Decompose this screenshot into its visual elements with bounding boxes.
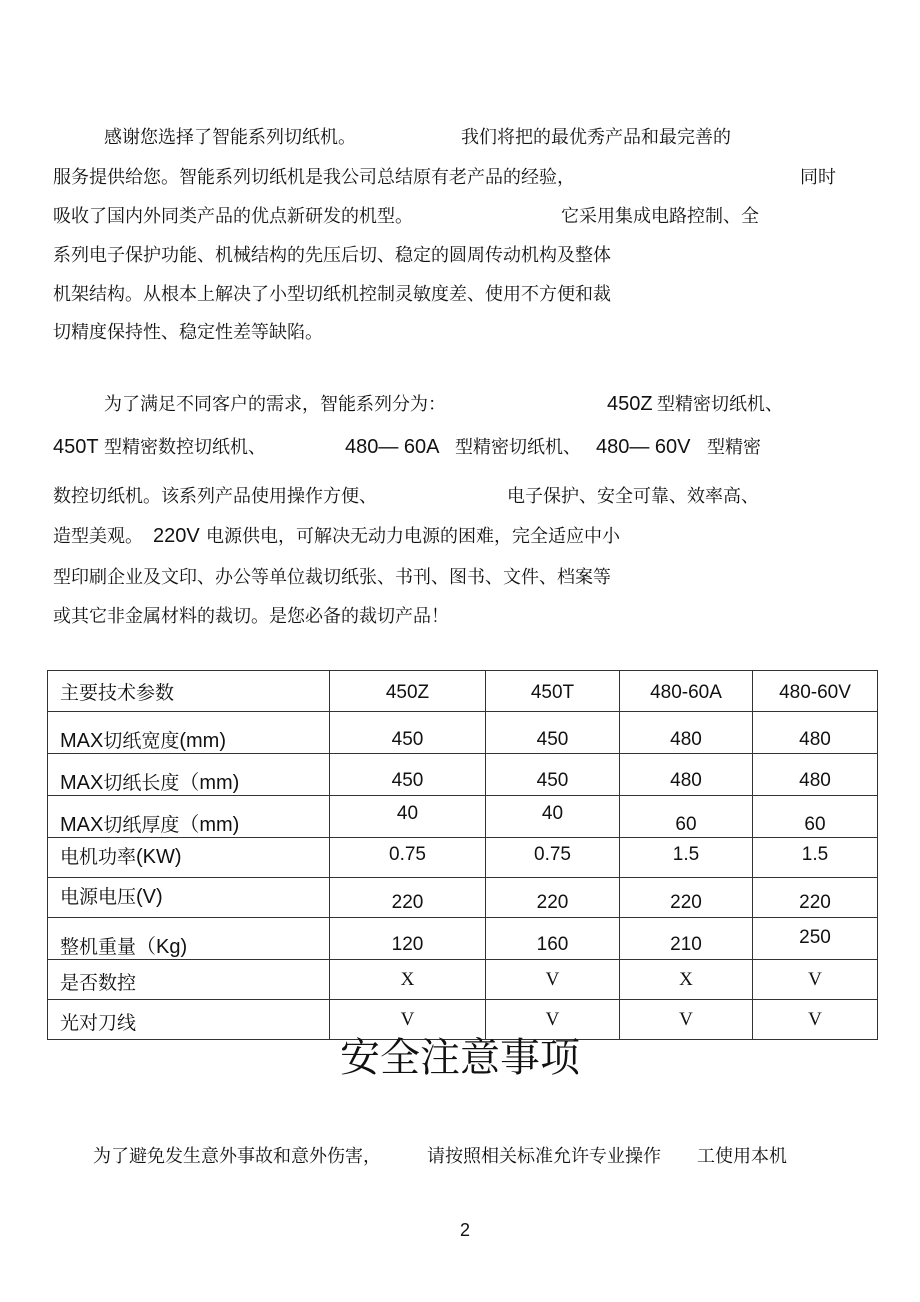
series-text: 型精密切纸机、 [657,394,783,415]
value-cell [330,918,486,960]
series-text: 电源供电，可解决无动力电源的困难，完全适应中小 [206,526,620,547]
cell-value: 1.5 [672,843,700,865]
table-header-row [48,671,878,712]
row-label-cell [48,960,330,1000]
cell-value: 480 [670,728,702,750]
cell-value: 40 [396,802,419,824]
table-row [48,878,878,918]
series-text: 造型美观。 [53,526,143,547]
series-text: 或其它非金属材料的裁切。是您必备的裁切产品！ [53,606,449,627]
cell-value: 250 [799,926,831,948]
voltage-text: 220V [153,525,200,547]
intro-text: 我们将把的最优秀产品和最完善的 [461,127,731,148]
row-label: (V) [136,886,163,908]
intro-text: 切精度保持性、稳定性差等缺陷。 [53,322,323,343]
model-header: 450Z [385,682,430,703]
value-cell [330,960,486,1000]
safety-title: 安全注意事项 [340,1035,580,1081]
value-cell [620,878,753,918]
value-cell [486,796,620,838]
value-cell [486,838,620,878]
value-cell [486,878,620,918]
value-cell [620,754,753,796]
row-label: (KW) [136,846,182,868]
value-cell [620,960,753,1000]
model-name: 450T [53,436,99,458]
value-cell [486,712,620,754]
cell-value: V [545,1008,560,1030]
series-text: 型精密切纸机、 [455,437,581,458]
table-row [48,918,878,960]
header-model-cell [620,671,753,712]
model-name: 480— 60V [596,436,691,458]
row-label: MAX [60,814,104,836]
intro-text: 机架结构。从根本上解决了小型切纸机控制灵敏度差、使用不方便和裁 [53,284,611,305]
model-header: 450T [530,682,575,703]
cell-value: 210 [670,933,702,955]
model-header: 480-60V [779,682,851,703]
cell-value: 220 [391,891,424,913]
row-label: 光对刀线 [60,1012,137,1034]
cell-value: 220 [799,891,831,913]
row-label: （Kg) [136,936,188,958]
cell-value: 40 [541,802,564,824]
row-label: 电源电压 [60,886,137,908]
cell-value: 220 [670,891,702,913]
value-cell [486,754,620,796]
cell-value: X [679,968,693,990]
cell-value: 1.5 [801,843,829,865]
intro-text: 吸收了国内外同类产品的优点新研发的机型。 [53,206,413,227]
cell-value: 220 [536,891,569,913]
cell-value: V [679,1008,693,1030]
value-cell [330,712,486,754]
series-text: 型精密 [707,437,761,458]
cell-value: 160 [536,933,569,955]
intro-text: 服务提供给您。智能系列切纸机是我公司总结原有老产品的经验， [53,167,575,188]
value-cell [620,918,753,960]
cell-value: 60 [675,813,697,835]
model-name: 480— 60A [345,436,440,458]
cell-value: 450 [536,728,569,750]
row-label: 切纸长度 [103,772,180,794]
intro-text: 它采用集成电路控制、全 [561,206,759,227]
value-cell [620,838,753,878]
value-cell [620,712,753,754]
cell-value: 480 [799,769,831,791]
header-model-cell [330,671,486,712]
cell-value: 60 [804,813,826,835]
value-cell [753,796,878,838]
cell-value: 450 [391,769,424,791]
intro-text: 同时 [800,167,836,188]
row-label-cell [48,878,330,918]
value-cell [620,796,753,838]
row-label: 切纸厚度 [103,814,180,836]
value-cell [753,878,878,918]
cell-value: V [808,1008,822,1030]
table-row [48,754,878,796]
cell-value: 0.75 [534,843,571,865]
header-label: 主要技术参数 [60,681,175,704]
series-text: 型精密数控切纸机、 [104,437,266,458]
model-name: 450Z [607,393,653,415]
page-number: 2 [459,1220,470,1240]
header-model-cell [753,671,878,712]
value-cell [753,918,878,960]
row-label: 电机功率 [60,846,137,868]
value-cell [753,712,878,754]
row-label: （mm) [179,814,240,836]
cell-value: V [545,968,560,990]
cell-value: X [400,968,415,990]
intro-text: 感谢您选择了智能系列切纸机。 [104,127,356,148]
row-label: 是否数控 [60,972,137,994]
table-row [48,960,878,1000]
series-text: 数控切纸机。该系列产品使用操作方便、 [53,486,377,507]
intro-text: 系列电子保护功能、机械结构的先压后切、稳定的圆周传动机构及整体 [53,245,611,266]
spec-table [47,670,878,1040]
value-cell [330,838,486,878]
value-cell [330,796,486,838]
row-label: (mm) [179,730,226,752]
row-label: 整机重量 [60,936,137,958]
row-label-cell [48,796,330,838]
row-label: MAX [60,772,104,794]
value-cell [753,754,878,796]
safety-text: 工使用本机 [697,1146,787,1167]
safety-text: 请按照相关标准允许专业操作 [427,1146,661,1167]
cell-value: 0.75 [389,843,426,865]
header-label-cell [48,671,330,712]
table-row [48,712,878,754]
table-row [48,838,878,878]
cell-value: 450 [536,769,569,791]
series-text: 电子保护、安全可靠、效率高、 [507,486,759,507]
cell-value: V [400,1008,415,1030]
table-row [48,796,878,838]
cell-value: 450 [391,728,424,750]
safety-text: 为了避免发生意外事故和意外伤害， [93,1146,381,1167]
row-label-cell [48,918,330,960]
series-text: 型印刷企业及文印、办公等单位裁切纸张、书刊、图书、文件、档案等 [53,567,611,588]
row-label: MAX [60,730,104,752]
value-cell [330,754,486,796]
row-label-cell [48,754,330,796]
series-text: 为了满足不同客户的需求，智能系列分为： [104,394,446,415]
row-label-cell [48,712,330,754]
value-cell [486,960,620,1000]
row-label-cell [48,838,330,878]
cell-value: V [808,968,822,990]
value-cell [486,918,620,960]
cell-value: 120 [391,933,424,955]
value-cell [330,878,486,918]
cell-value: 480 [799,728,831,750]
value-cell [753,838,878,878]
cell-value: 480 [670,769,702,791]
header-model-cell [486,671,620,712]
model-header: 480-60A [650,682,722,703]
value-cell [753,960,878,1000]
row-label: 切纸宽度 [103,730,180,752]
row-label: （mm) [179,772,240,794]
